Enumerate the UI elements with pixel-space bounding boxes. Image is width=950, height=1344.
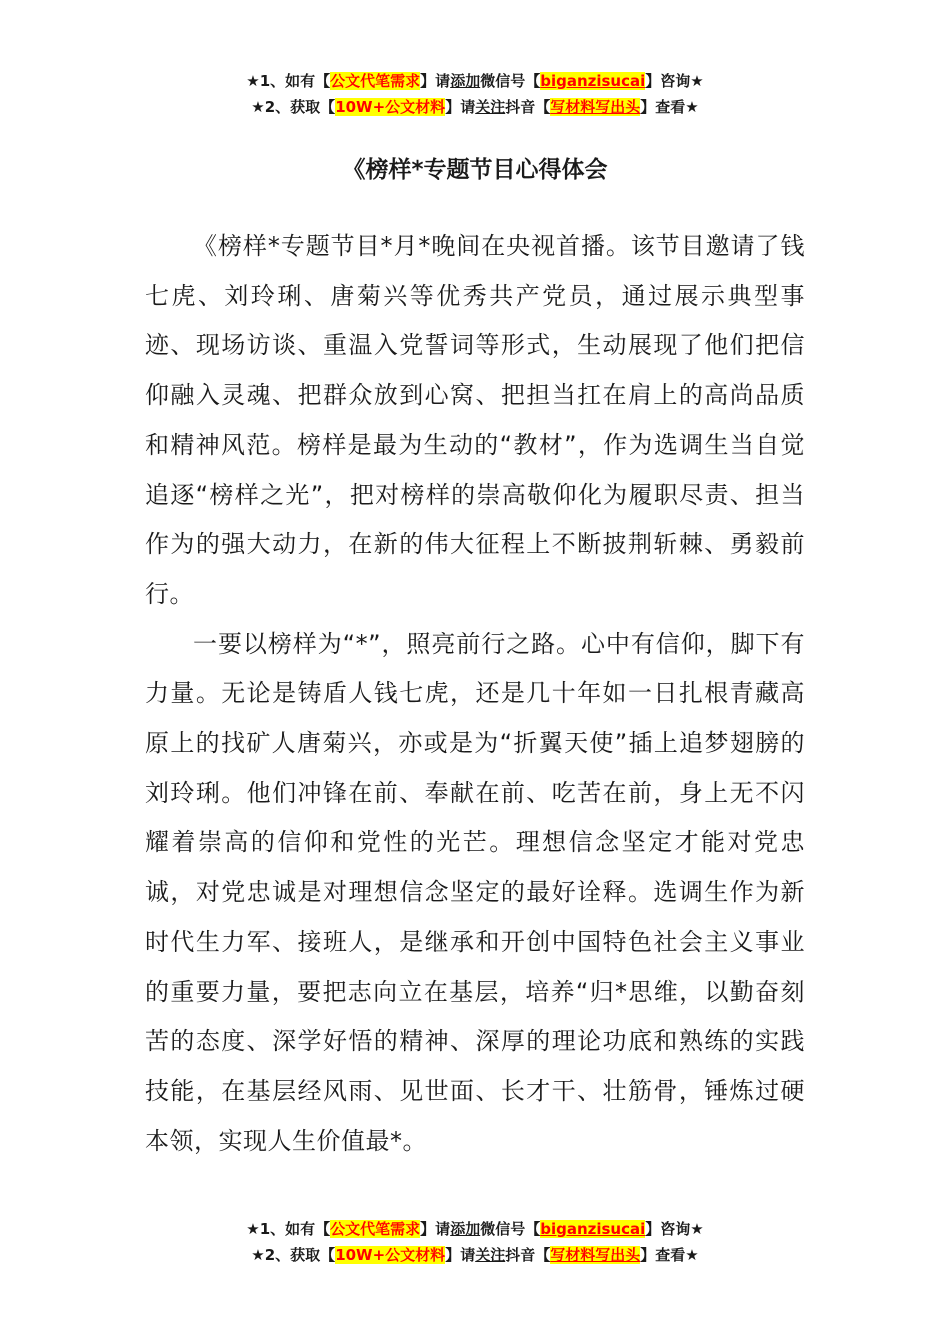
banner-line1-mid: 】请 (420, 72, 451, 90)
document-title: 《榜样*专题节目心得体会 (342, 157, 608, 183)
banner-line1-wechat-id: biganzisucai (540, 1220, 646, 1238)
banner-line-1 (0, 68, 950, 94)
banner-line1-suffix: 】咨询★ (645, 72, 704, 90)
banner-line1-mid: 】请 (420, 1220, 451, 1238)
paragraph-point-one: 一要以榜样为“*”，照亮前行之路。心中有信仰，脚下有力量。无论是铸盾人钱七虎，还是几十年如一日扎根青藏高原上的找矿人唐菊兴，亦或是为“折翼天使”插上追梦翅膀的刘玲琍。他们冲锋在前、奉献在前、吃苦在前，身上无不闪耀着崇高的信仰和党性的光芒。理想信念坚定才能对党忠诚，对党忠诚是对理想信念坚定的最好诠释。选调生作为新时代生力军、接班人，是继承和开创中国特色社会主义事业的重要力量，要把志向立在基层，培养“归*思维，以勤奋刻苦的态度、深学好悟的精神、深厚的理论功底和熟练的实践技能，在基层经风雨、见世面、长才干、壮筋骨，锤炼过硬本领，实现人生价值最*。 (145, 629, 805, 1155)
banner-line2-emphasis: 关注 (475, 98, 506, 116)
banner-line2-emphasis: 关注 (475, 1246, 506, 1264)
banner-line2-mid2: 抖音【 (505, 1246, 551, 1264)
banner-line1-emphasis: 添加 (450, 72, 481, 90)
banner-line2-suffix: 】查看★ (640, 98, 699, 116)
banner-line-1 (0, 1216, 950, 1242)
banner-line2-douyin-id: 写材料写出头 (550, 1246, 641, 1264)
banner-line1-highlight-service: 公文代笔需求 (330, 72, 421, 90)
footer-banner (0, 1216, 950, 1268)
banner-line1-mid2: 微信号【 (480, 72, 541, 90)
banner-line1-suffix: 】咨询★ (645, 1220, 704, 1238)
banner-line1-mid2: 微信号【 (480, 1220, 541, 1238)
banner-line2-douyin-id: 写材料写出头 (550, 98, 641, 116)
banner-line1-emphasis: 添加 (450, 1220, 481, 1238)
banner-line1-wechat-id: biganzisucai (540, 72, 646, 90)
banner-line2-highlight-materials: 10W+公文材料 (335, 98, 446, 116)
banner-line-2 (0, 1242, 950, 1268)
banner-line1-prefix: ★1、如有【 (246, 1220, 331, 1238)
paragraph-intro: 《榜样*专题节目*月*晚间在央视首播。该节目邀请了钱七虎、刘玲琍、唐菊兴等优秀共产党员，通过展示典型事迹、现场访谈、重温入党誓词等形式，生动展现了他们把信仰融入灵魂、把群众放到心窝、把担当扛在肩上的高尚品质和精神风范。榜样是最为生动的“教材”，作为选调生当自觉追逐“榜样之光”，把对榜样的崇高敬仰化为履职尽责、担当作为的强大动力，在新的伟大征程上不断披荆斩棘、勇毅前行。 (145, 232, 805, 608)
banner-line-2 (0, 94, 950, 120)
banner-line2-prefix: ★2、获取【 (251, 1246, 336, 1264)
banner-line1-highlight-service: 公文代笔需求 (330, 1220, 421, 1238)
banner-line1-prefix: ★1、如有【 (246, 72, 331, 90)
banner-line2-suffix: 】查看★ (640, 1246, 699, 1264)
document-body (145, 222, 805, 1166)
banner-line2-mid2: 抖音【 (505, 98, 551, 116)
banner-line2-prefix: ★2、获取【 (251, 98, 336, 116)
banner-line2-highlight-materials: 10W+公文材料 (335, 1246, 446, 1264)
banner-line2-mid: 】请 (445, 98, 476, 116)
banner-line2-mid: 】请 (445, 1246, 476, 1264)
header-banner (0, 68, 950, 120)
